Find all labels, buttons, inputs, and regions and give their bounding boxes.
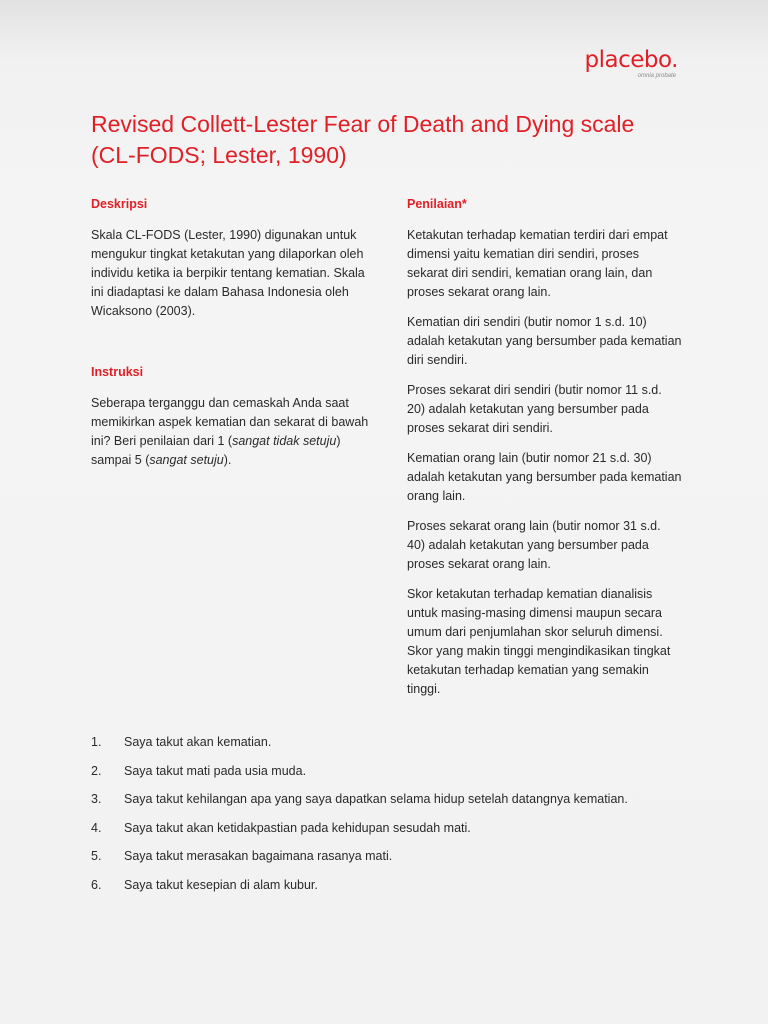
list-item [91,790,711,809]
left-column [91,195,371,481]
list-item [91,819,711,838]
penilaian-paragraph: Proses sekarat diri sendiri (butir nomor 11 s.d. 20) adalah ketakutan yang bersumber pada proses sekarat diri sendiri. [407,383,662,435]
logo-wordmark: placebo. [584,47,678,73]
instruksi-italic-2: sangat setuju [149,453,224,467]
penilaian-heading: Penilaian* [407,197,467,211]
scale-items-list [91,733,711,904]
item-text: Saya takut merasakan bagaimana rasanya mati. [124,849,393,863]
deskripsi-heading: Deskripsi [91,197,148,211]
item-number: 1. [91,735,102,749]
item-number: 4. [91,820,102,835]
instruksi-heading: Instruksi [91,365,144,379]
list-item [91,733,711,752]
placebo-logo [585,47,678,80]
document-title: Revised Collett-Lester Fear of Death and Dying scale (CL-FODS; Lester, 1990) [91,111,635,169]
item-number: 3. [91,792,102,806]
item-text: Saya takut akan kematian. [124,735,272,749]
item-number: 5. [91,849,102,863]
list-item [91,847,711,866]
instruksi-italic-1: sangat tidak setuju [232,434,337,448]
item-number: 2. [91,763,102,778]
penilaian-paragraph: Skor ketakutan terhadap kematian dianalisis untuk masing-masing dimensi maupun secara umum dari penjumlahan skor seluruh dimensi. Skor yang makin tinggi mengindikasikan tingkat ketakutan terhadap kematian yang semakin tinggi. [407,587,671,696]
penilaian-paragraph: Kematian orang lain (butir nomor 21 s.d. 30) adalah ketakutan yang bersumber pada kematian orang lain. [407,451,682,503]
penilaian-paragraph: Kematian diri sendiri (butir nomor 1 s.d. 10) adalah ketakutan yang bersumber pada kematian diri sendiri. [407,315,682,367]
penilaian-paragraph: Ketakutan terhadap kematian terdiri dari empat dimensi yaitu kematian diri sendiri, proses sekarat diri sendiri, kematian orang lain, dan proses sekarat orang lain. [407,228,668,299]
deskripsi-text: Skala CL-FODS (Lester, 1990) digunakan untuk mengukur tingkat ketakutan yang dilaporkan oleh individu ketika ia berpikir tentang kematian. Skala ini diadaptasi ke dalam Bahasa Indonesia oleh Wicaksono (2003). [91,228,365,318]
list-item [91,762,711,781]
list-item [91,876,711,895]
item-text: Saya takut kesepian di alam kubur. [124,877,318,892]
item-number: 6. [91,877,102,892]
item-text: Saya takut akan ketidakpastian pada kehidupan sesudah mati. [124,820,471,835]
right-column [407,195,682,710]
penilaian-paragraph: Proses sekarat orang lain (butir nomor 31 s.d. 40) adalah ketakutan yang bersumber pada proses sekarat orang lain. [407,519,661,571]
instruksi-text: Seberapa terganggu dan cemaskah Anda saat memikirkan aspek kematian dan sekarat di bawah ini? Beri penilaian dari 1 (sangat tidak setuju) sampai 5 (sangat setuju). [91,396,369,467]
item-text: Saya takut kehilangan apa yang saya dapatkan selama hidup setelah datangnya kematian. [124,792,628,806]
item-text: Saya takut mati pada usia muda. [124,763,307,778]
logo-tagline: omnia probate [637,73,676,79]
